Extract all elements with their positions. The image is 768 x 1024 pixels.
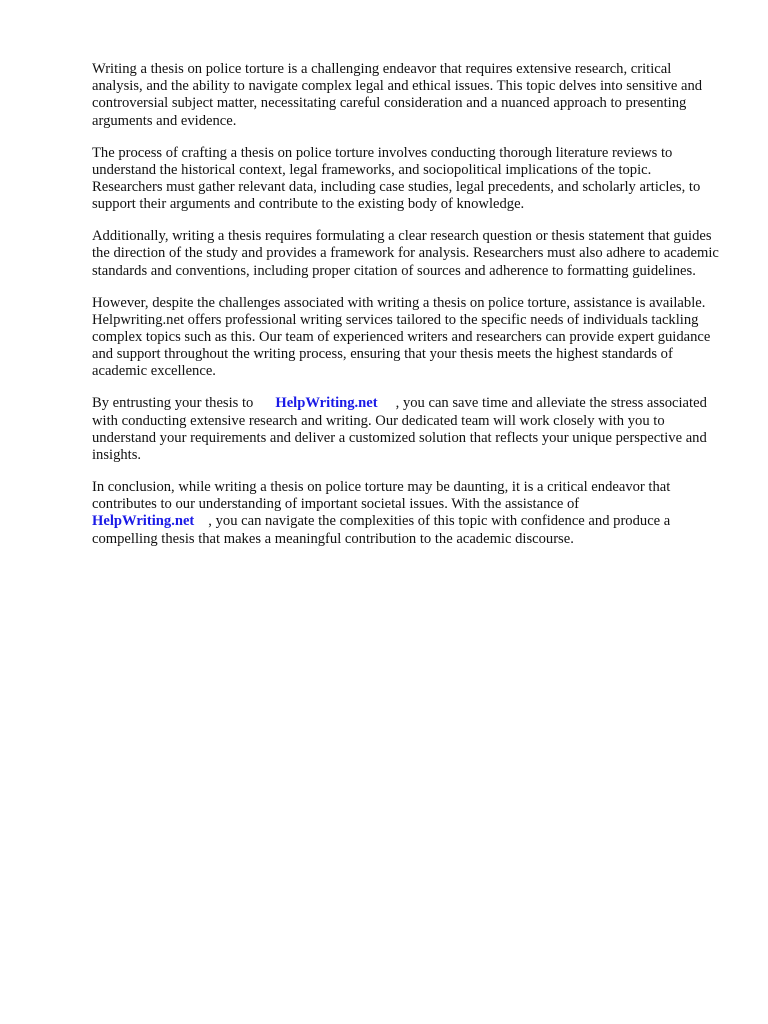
entrusting-tail-text: , you can save time and alleviate the stress associated with conducting extensive research and writing. Our dedicated team will work closely with you to understand your requirements and deliver a customized solution that reflects your unique perspective and insights. — [92, 395, 707, 464]
helpwriting-link[interactable]: HelpWriting.net — [275, 395, 378, 412]
conclusion-lead-text: In conclusion, while writing a thesis on police torture may be daunting, it is a critical endeavor that contributes to our understanding of important societal issues. With the assistance of — [92, 479, 671, 513]
paragraph-conclusion — [92, 479, 724, 548]
document-body — [92, 61, 724, 563]
entrusting-lead-text: By entrusting your thesis to — [92, 395, 254, 412]
paragraph-research-question: Additionally, writing a thesis requires formulating a clear research question or thesis statement that guides the direction of the study and provides a framework for analysis. Researchers must also adhere to academic standards and conventions, including proper citation of sources and adherence to formatting guidelines. — [92, 228, 719, 279]
paragraph-assistance: However, despite the challenges associated with writing a thesis on police torture, assistance is available. Helpwriting.net offers professional writing services tailored to the specific needs of individuals tackling complex topics such as this. Our team of experienced writers and researchers can provide expert guidance and support throughout the writing process, ensuring that your thesis meets the highest standards of academic excellence. — [92, 294, 711, 380]
helpwriting-link-conclusion[interactable]: HelpWriting.net — [92, 513, 195, 530]
paragraph-process: The process of crafting a thesis on police torture involves conducting thorough literature reviews to understand the historical context, legal frameworks, and sociopolitical implications of the topic. Researchers must gather relevant data, including case studies, legal precedents, and scholarly articles, to support their arguments and contribute to the existing body of knowledge. — [92, 144, 701, 213]
paragraph-intro: Writing a thesis on police torture is a challenging endeavor that requires extensive research, critical analysis, and the ability to navigate complex legal and ethical issues. This topic delves into sensitive and controversial subject matter, necessitating careful consideration and a nuanced approach to presenting arguments and evidence. — [92, 61, 703, 129]
conclusion-tail-text: , you can navigate the complexities of this topic with confidence and produce a compelling thesis that makes a meaningful contribution to the academic discourse. — [92, 513, 671, 547]
paragraph-entrusting — [92, 395, 724, 464]
